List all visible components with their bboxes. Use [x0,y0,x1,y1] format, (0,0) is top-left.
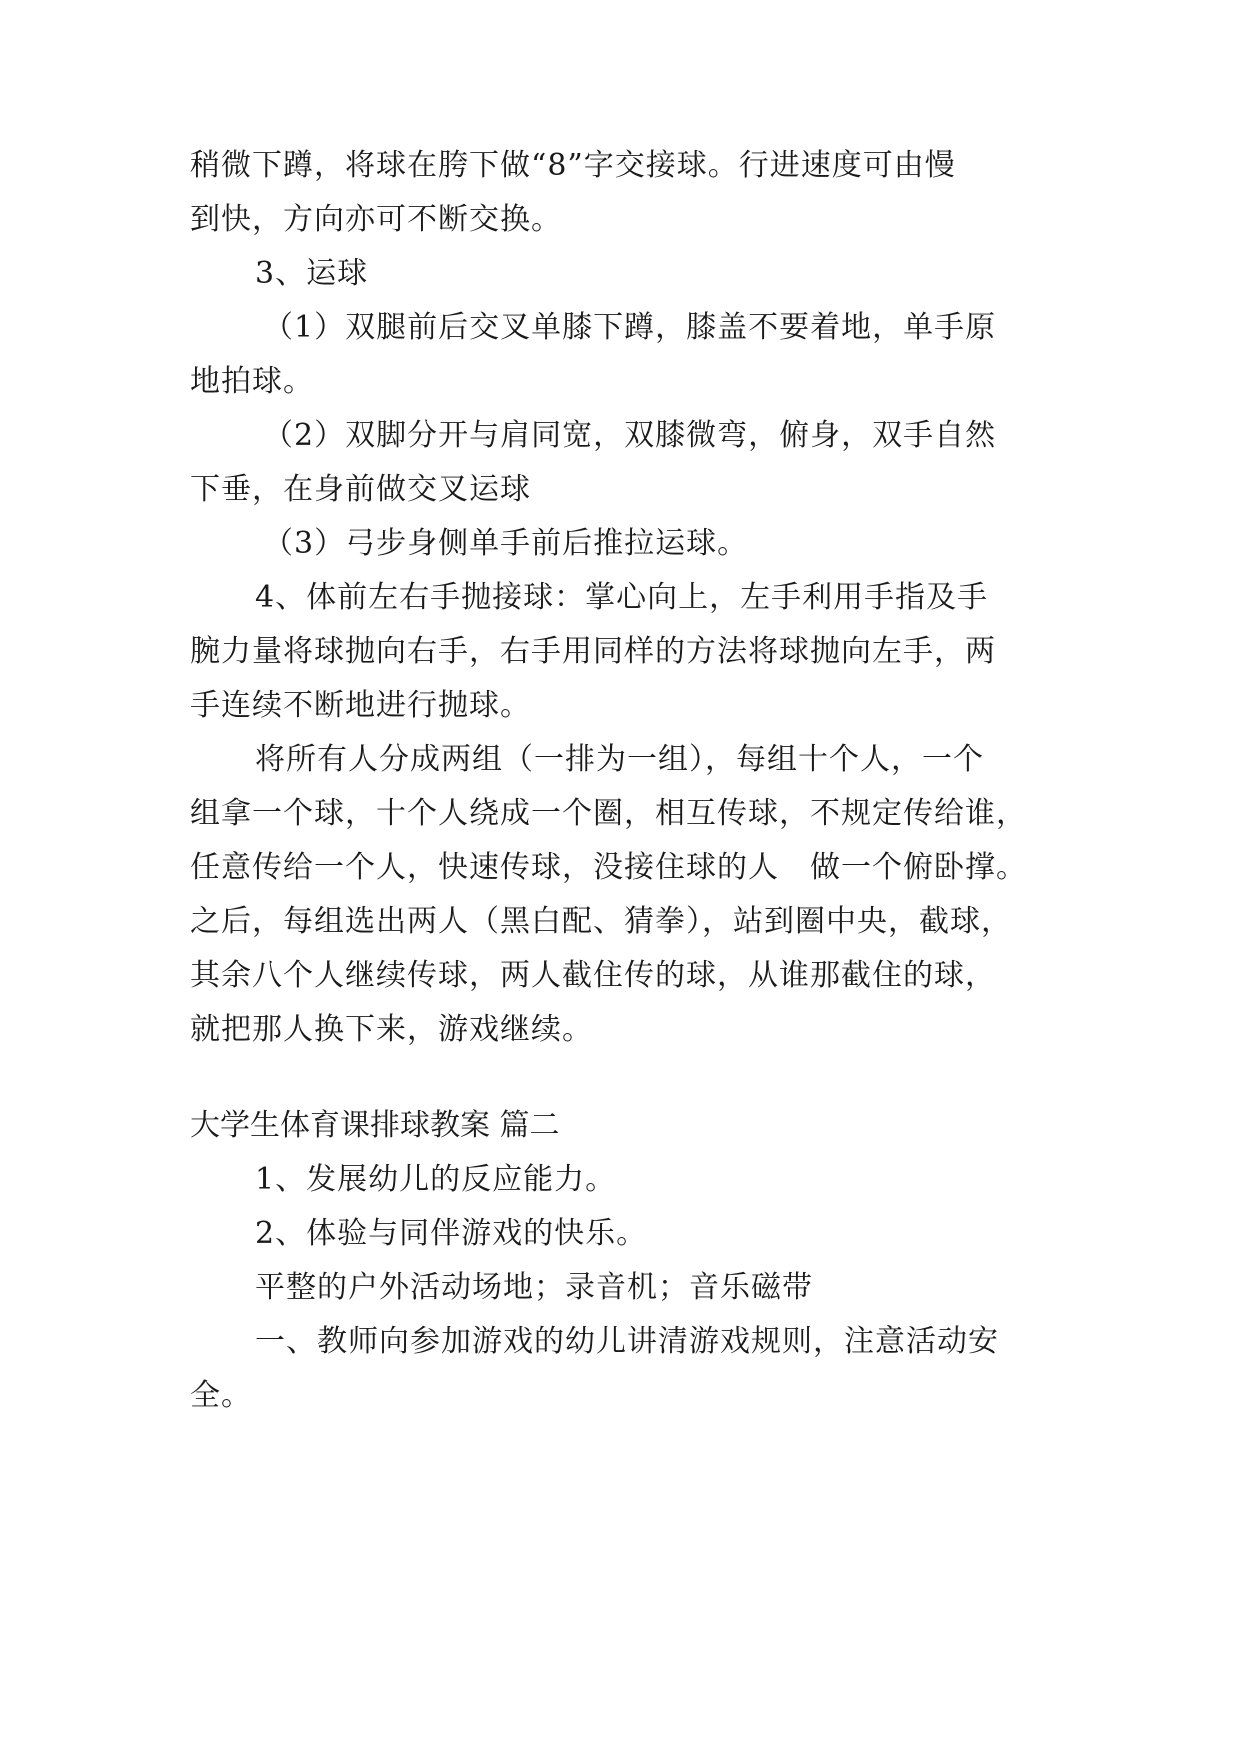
paragraph-line: （1）双腿前后交叉单膝下蹲，膝盖不要着地，单手原 [263,310,997,345]
paragraph-line: （2）双脚分开与肩同宽，双膝微弯，俯身，双手自然 [263,418,997,453]
paragraph-line: 将所有人分成两组（一排为一组），每组十个人，一个 [255,742,984,777]
paragraph-line: 腕力量将球抛向右手，右手用同样的方法将球抛向左手，两 [190,634,996,669]
paragraph-line: 就把那人换下来，游戏继续。 [190,1012,593,1047]
paragraph-line: 其余八个人继续传球，两人截住传的球，从谁那截住的球， [190,958,996,993]
paragraph-line: 全。 [190,1378,252,1413]
paragraph-line: 到快，方向亦可不断交换。 [190,202,562,237]
paragraph-line: 任意传给一个人，快速传球，没接住球的人 做一个俯卧撑。 [190,850,1027,885]
paragraph-line: 稍微下蹲，将球在胯下做“8”字交接球。行进速度可由慢 [190,148,956,183]
paragraph-line: 4、体前左右手抛接球：掌心向上，左手利用手指及手 [255,580,989,615]
paragraph-line: 之后，每组选出两人（黑白配、猜拳），站到圈中央，截球， [190,904,1012,939]
paragraph-line: 一、教师向参加游戏的幼儿讲清游戏规则，注意活动安 [255,1324,999,1359]
paragraph-line: 平整的户外活动场地；录音机；音乐磁带 [255,1270,813,1305]
paragraph-line: 地拍球。 [190,364,314,399]
list-item: 1、发展幼儿的反应能力。 [255,1162,617,1197]
section-title: 大学生体育课排球教案 篇二 [190,1108,560,1143]
paragraph-line: 组拿一个球，十个人绕成一个圈，相互传球，不规定传给谁， [190,796,1027,831]
paragraph-line: （3）弓步身侧单手前后推拉运球。 [263,526,749,561]
paragraph-line: 手连续不断地进行抛球。 [190,688,531,723]
list-item: 2、体验与同伴游戏的快乐。 [255,1216,648,1251]
paragraph-line: 下垂，在身前做交叉运球 [190,472,531,507]
section-heading: 3、运球 [255,256,369,291]
